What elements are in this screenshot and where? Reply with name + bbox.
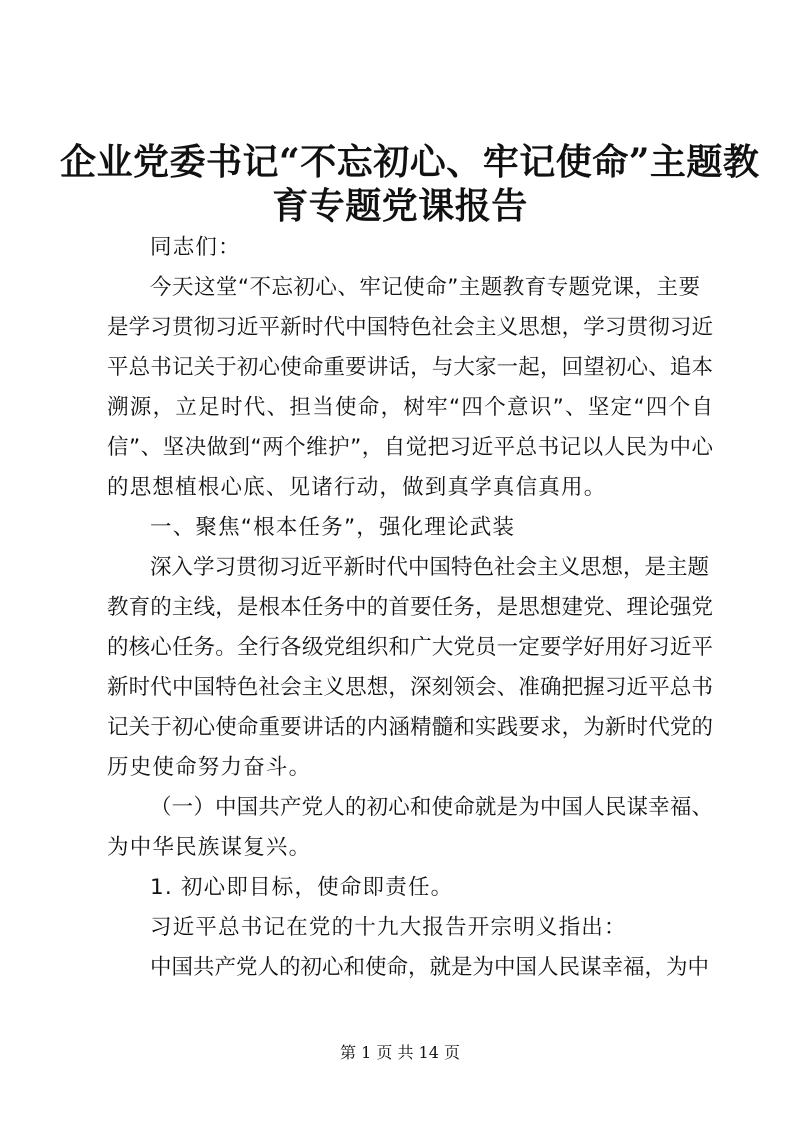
paragraph-line: 历史使命努力奋斗。 [107,755,312,780]
paragraph-line: 的思想植根心底、见诸行动，做到真学真信真用。 [107,475,607,500]
salutation: 同志们： [150,235,241,260]
paragraph-line: 记关于初心使命重要讲话的内涵精髓和实践要求，为新时代党的 [107,715,713,740]
numbered-point: 1. 初心即目标，使命即责任。 [150,875,454,900]
page-footer: 第 1 页 共 14 页 [340,1043,460,1062]
paragraph-line: 今天这堂“不忘初心、牢记使命”主题教育专题党课，主要 [150,275,700,300]
paragraph-line: 教育的主线，是根本任务中的首要任务，是思想建党、理论强党 [107,595,713,620]
section-heading: 一、聚焦“根本任务”，强化理论武装 [150,515,516,540]
paragraph-line: 的核心任务。全行各级党组织和广大党员一定要学好用好习近平 [107,635,713,660]
paragraph-line: 信”、坚决做到“两个维护”，自觉把习近平总书记以人民为中心 [107,435,713,460]
document-title-line-2: 育专题党课报告 [272,185,528,227]
subsection-heading-continued: 为中华民族谋复兴。 [107,835,312,860]
subsection-heading: （一）中国共产党人的初心和使命就是为中国人民谋幸福、 [150,795,713,820]
paragraph-line: 中国共产党人的初心和使命，就是为中国人民谋幸福，为中 [150,955,710,980]
paragraph-line: 平总书记关于初心使命重要讲话，与大家一起，回望初心、追本 [107,355,713,380]
paragraph-line: 深入学习贯彻习近平新时代中国特色社会主义思想，是主题 [150,555,710,580]
document-title-line-1: 企业党委书记“不忘初心、牢记使命”主题教 [60,141,760,183]
paragraph-line: 习近平总书记在党的十九大报告开宗明义指出： [150,915,627,940]
paragraph-line: 新时代中国特色社会主义思想，深刻领会、准确把握习近平总书 [107,675,713,700]
paragraph-line: 是学习贯彻习近平新时代中国特色社会主义思想，学习贯彻习近 [107,315,713,340]
paragraph-line: 溯源，立足时代、担当使命，树牢“四个意识”、坚定“四个自 [107,395,713,420]
